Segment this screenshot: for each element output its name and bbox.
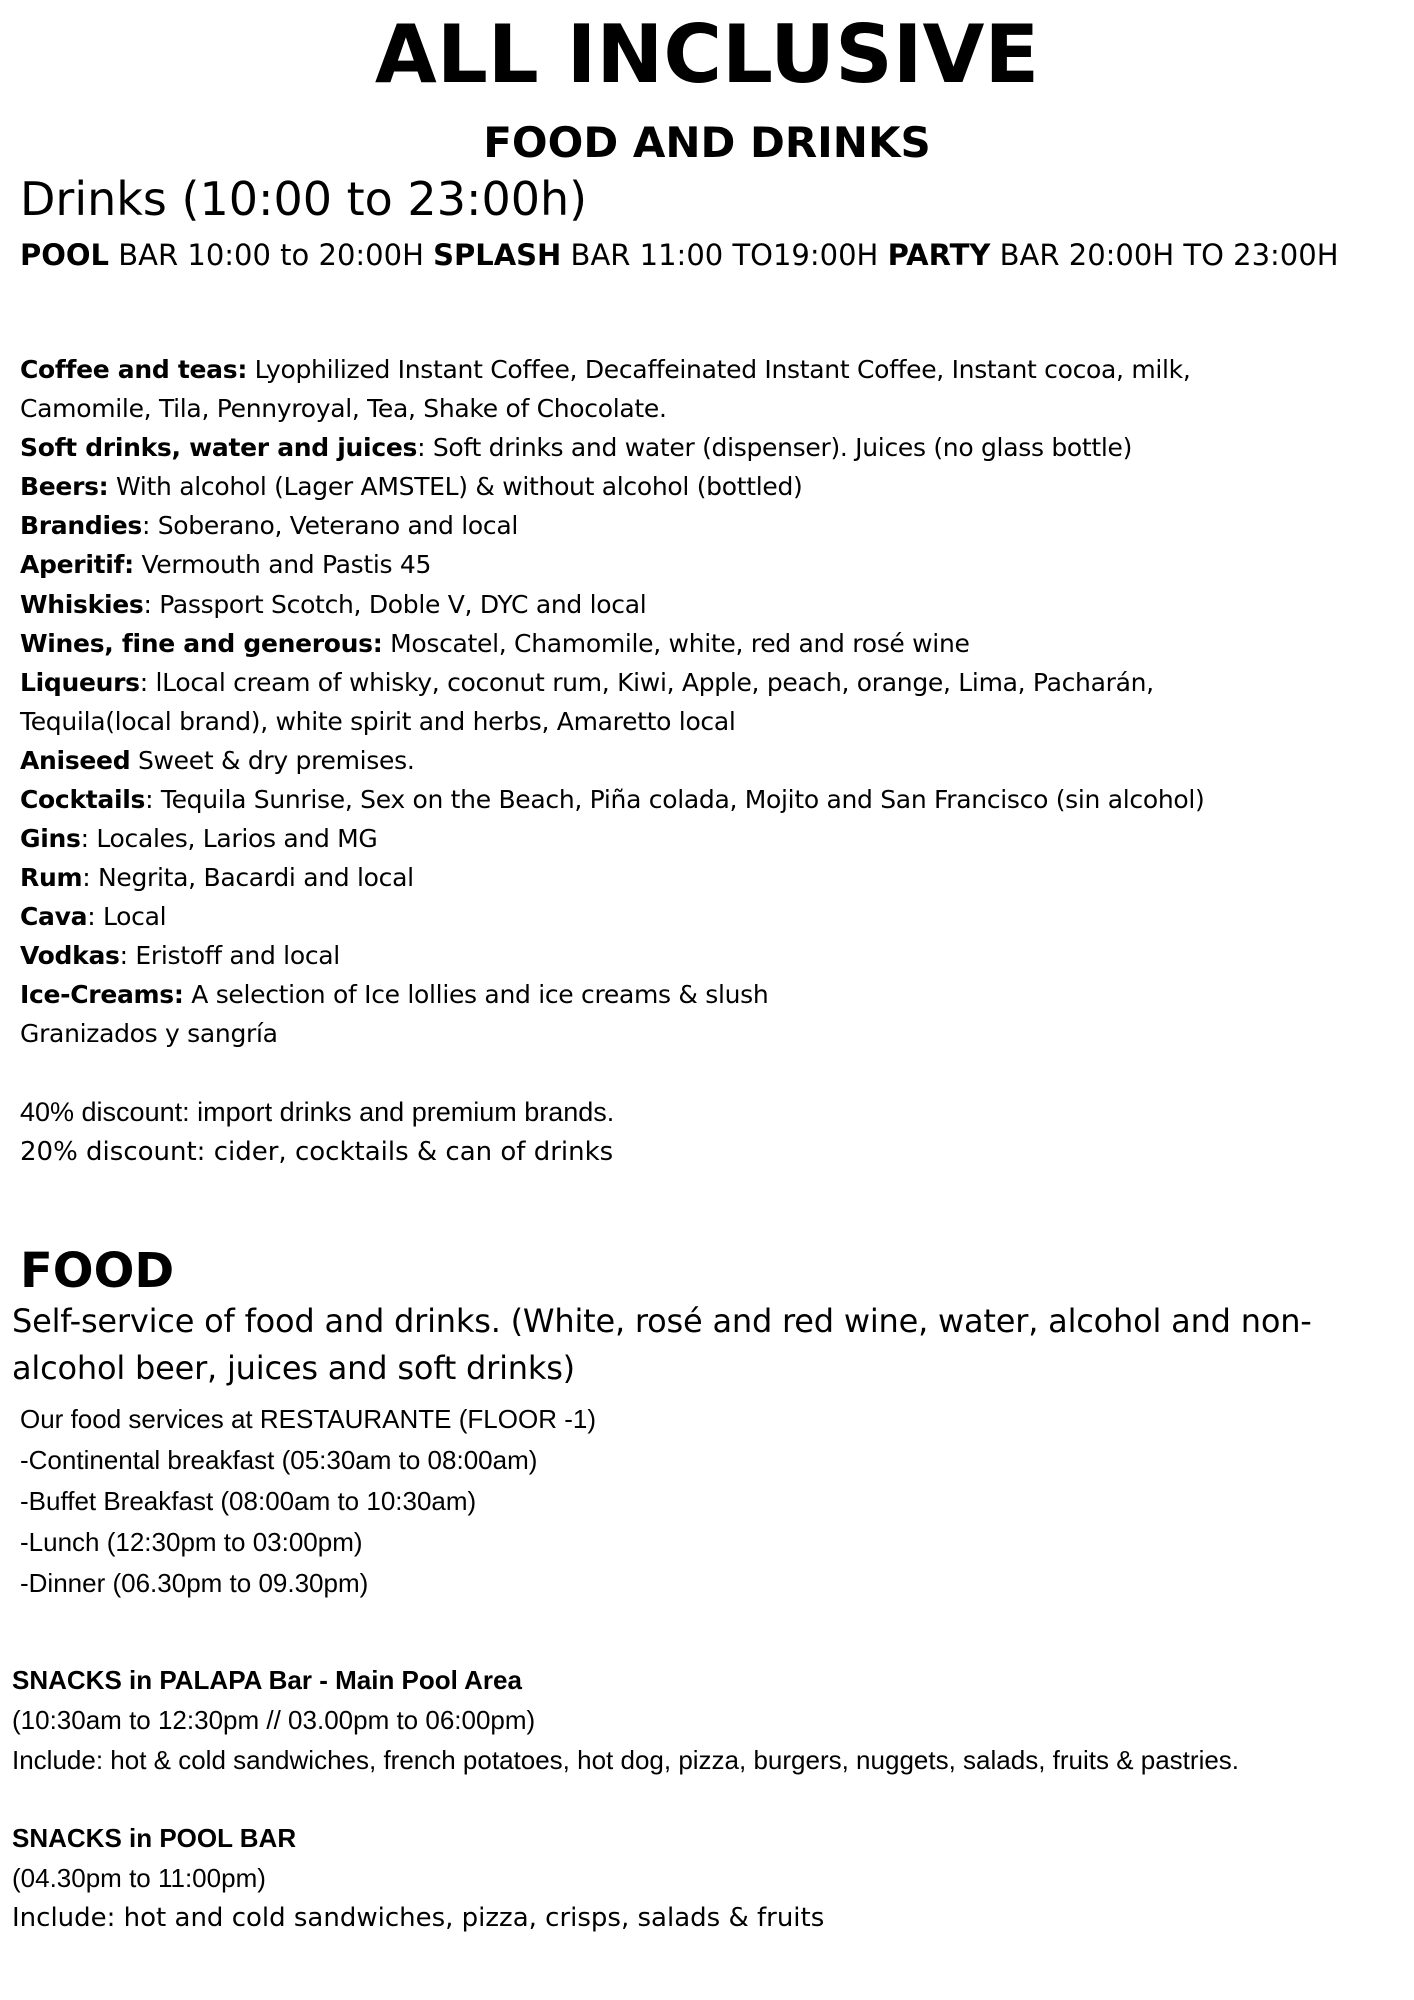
menu-label: Cava — [20, 902, 88, 931]
snacks-hours: (04.30pm to 11:00pm) — [12, 1863, 266, 1893]
menu-text: Lyophilized Instant Coffee, Decaffeinated Instant Coffee, Instant cocoa, milk, — [247, 355, 1191, 384]
menu-label: Beers: — [20, 472, 109, 501]
drinks-menu-row — [20, 824, 378, 853]
drinks-menu-row — [20, 550, 431, 579]
snacks-include: Include: hot & cold sandwiches, french potatoes, hot dog, pizza, burgers, nuggets, salads, fruits & pastries. — [12, 1745, 1240, 1775]
drinks-menu-row — [20, 629, 970, 658]
menu-text: Vermouth and Pastis 45 — [133, 550, 432, 579]
snacks-include: Include: hot and cold sandwiches, pizza, crisps, salads & fruits — [12, 1903, 825, 1933]
drinks-menu-row — [20, 863, 414, 892]
drinks-menu-row — [20, 668, 1154, 697]
drinks-menu-row — [20, 1019, 278, 1048]
self-service-text: Self-service of food and drinks. (White, rosé and red wine, water, alcohol and non- — [12, 1302, 1312, 1340]
menu-label: Whiskies — [20, 590, 144, 619]
menu-label: Liqueurs — [20, 668, 140, 697]
menu-text: Granizados y sangría — [20, 1019, 278, 1048]
drinks-heading: Drinks (10:00 to 23:00h) — [20, 172, 588, 226]
bar-name-pool: POOL — [20, 238, 110, 272]
food-service-line: -Buffet Breakfast (08:00am to 10:30am) — [20, 1486, 477, 1516]
page-title: ALL INCLUSIVE — [374, 8, 1040, 101]
menu-text: Camomile, Tila, Pennyroyal, Tea, Shake of Chocolate. — [20, 394, 667, 423]
menu-label: Brandies — [20, 511, 142, 540]
menu-text: : Soberano, Veterano and local — [141, 511, 519, 540]
drinks-menu-row — [20, 785, 1205, 814]
menu-text: : Locales, Larios and MG — [80, 824, 378, 853]
menu-label: Rum — [20, 863, 83, 892]
food-service-line: -Lunch (12:30pm to 03:00pm) — [20, 1527, 363, 1557]
menu-label: Gins — [20, 824, 81, 853]
menu-label: Vodkas — [20, 941, 120, 970]
food-heading: FOOD — [20, 1243, 175, 1299]
menu-label: Aperitif: — [20, 550, 134, 579]
bar-hours-party: BAR 20:00H TO 23:00H — [990, 238, 1339, 272]
drinks-menu-row — [20, 707, 736, 736]
drinks-menu-row — [20, 902, 166, 931]
page-subtitle: FOOD AND DRINKS — [483, 118, 931, 167]
drinks-menu-row — [20, 394, 667, 423]
bar-hours-pool: BAR 10:00 to 20:00H — [109, 238, 434, 272]
menu-text: : Passport Scotch, Doble V, DYC and local — [143, 590, 647, 619]
menu-text: Tequila(local brand), white spirit and herbs, Amaretto local — [20, 707, 736, 736]
menu-text: : Local — [87, 902, 167, 931]
menu-label: Soft drinks, water and juices — [20, 433, 418, 462]
drinks-menu-row — [20, 511, 518, 540]
drinks-menu-row — [20, 355, 1191, 384]
snacks-hours: (10:30am to 12:30pm // 03.00pm to 06:00pm) — [12, 1705, 536, 1735]
menu-label: Coffee and teas: — [20, 355, 248, 384]
bar-name-splash: SPLASH — [433, 238, 562, 272]
drinks-menu-row — [20, 746, 414, 775]
food-service-line: -Continental breakfast (05:30am to 08:00am) — [20, 1445, 538, 1475]
menu-text: : lLocal cream of whisky, coconut rum, Kiwi, Apple, peach, orange, Lima, Pacharán, — [139, 668, 1154, 697]
menu-text: Moscatel, Chamomile, white, red and rosé wine — [382, 629, 970, 658]
discount-line: 40% discount: import drinks and premium brands. — [20, 1097, 615, 1127]
drinks-menu-row — [20, 980, 768, 1009]
drinks-menu-row — [20, 472, 802, 501]
bar-hours-splash: BAR 11:00 TO19:00H — [561, 238, 888, 272]
food-service-line: -Dinner (06.30pm to 09.30pm) — [20, 1568, 369, 1598]
menu-text: With alcohol (Lager AMSTEL) & without alcohol (bottled) — [108, 472, 803, 501]
drinks-menu-row — [20, 433, 1132, 462]
bar-name-party: PARTY — [887, 238, 991, 272]
menu-text: A selection of Ice lollies and ice creams & slush — [183, 980, 769, 1009]
menu-label: Ice-Creams: — [20, 980, 184, 1009]
menu-label: Wines, fine and generous: — [20, 629, 383, 658]
snacks-title: SNACKS in PALAPA Bar - Main Pool Area — [12, 1665, 522, 1695]
discount-line: 20% discount: cider, cocktails & can of drinks — [20, 1137, 614, 1167]
menu-text: : Soft drinks and water (dispenser). Juices (no glass bottle) — [417, 433, 1133, 462]
menu-text: : Tequila Sunrise, Sex on the Beach, Piña colada, Mojito and San Francisco (sin alcohol) — [145, 785, 1205, 814]
menu-label: Aniseed — [20, 746, 131, 775]
drinks-menu-row — [20, 941, 340, 970]
self-service-text: alcohol beer, juices and soft drinks) — [12, 1349, 575, 1387]
snacks-title: SNACKS in POOL BAR — [12, 1823, 297, 1853]
food-service-line: Our food services at RESTAURANTE (FLOOR -1) — [20, 1404, 596, 1434]
bar-hours — [20, 238, 1339, 272]
menu-text: Sweet & dry premises. — [130, 746, 415, 775]
drinks-menu-row — [20, 590, 646, 619]
menu-text: : Eristoff and local — [119, 941, 340, 970]
menu-label: Cocktails — [20, 785, 146, 814]
menu-text: : Negrita, Bacardi and local — [82, 863, 414, 892]
